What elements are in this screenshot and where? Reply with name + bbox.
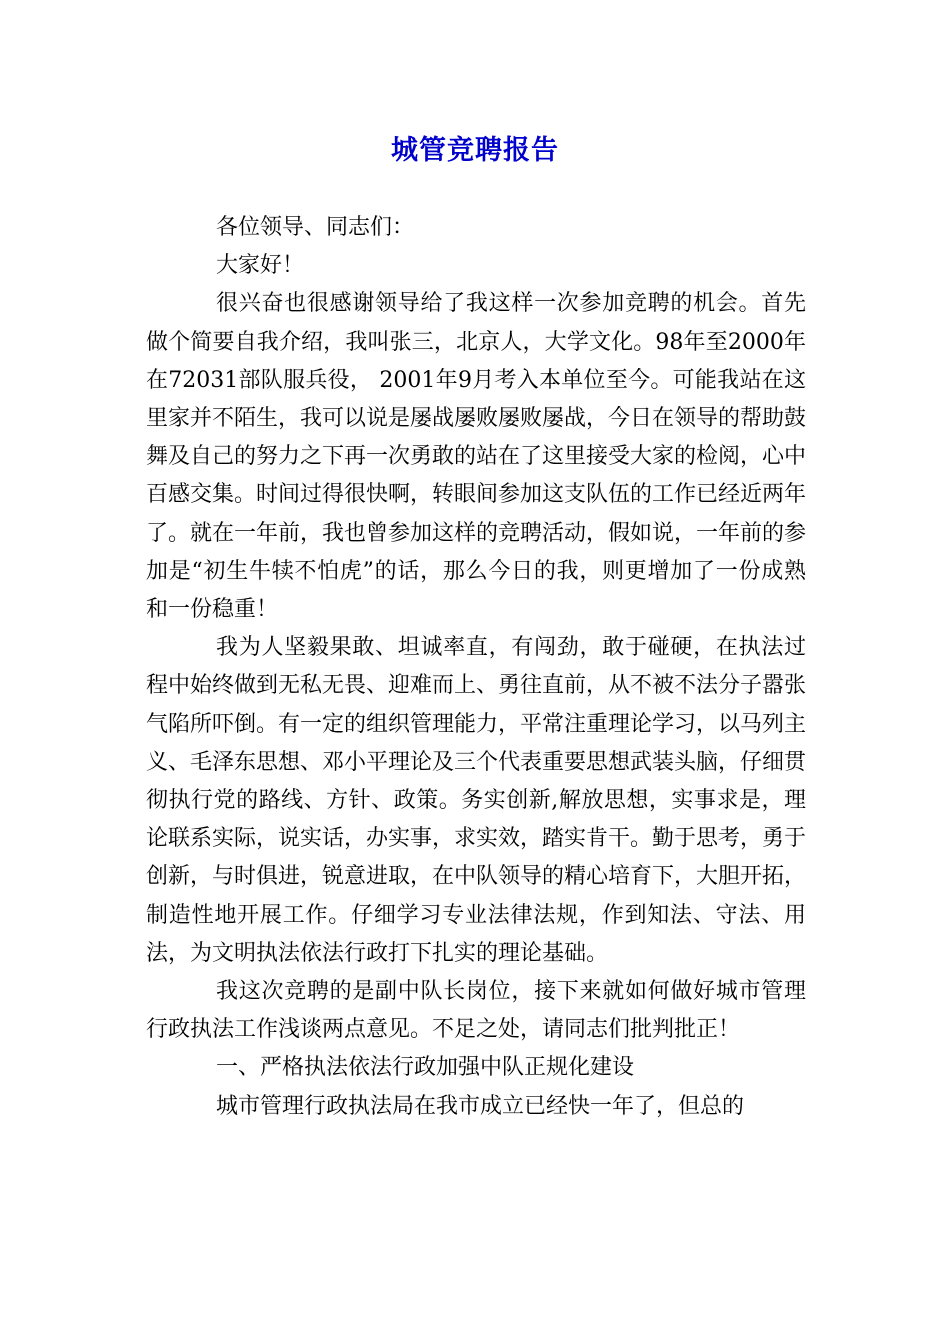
document-title: 城管竞聘报告 xyxy=(391,135,559,166)
salutation: 各位领导、同志们： xyxy=(216,215,415,240)
paragraph-introduction: 很兴奋也很感谢领导给了我这样一次参加竞聘的机会。首先做个简要自我介绍，我叫张三，北京人，大学文化。98年至2000年在72031部队服兵役， 2001年9月考入本单位至今。可能我站在这里家并不陌生，我可以说是屡战屡败屡败屡战，今日在领导的帮助鼓舞及自己的努力之下再一次勇敢的站在了这里接受大家的检阅，心中百感交集。时间过得很快啊，转眼间参加这支队伍的工作已经近两年了。就在一年前，我也曾参加这样的竞聘活动，假如说，一年前的参加是“初生牛犊不怕虎”的话，那么今日的我，则更增加了一份成熟和一份稳重！ xyxy=(146,291,807,623)
paragraph-position: 我这次竞聘的是副中队长岗位，接下来就如何做好城市管理行政执法工作浅谈两点意见。不足之处，请同志们批判批正！ xyxy=(146,979,806,1043)
document-body xyxy=(146,209,806,1126)
greeting: 大家好！ xyxy=(216,253,305,279)
paragraph-section-1-start: 城市管理行政执法局在我市成立已经快一年了，但总的 xyxy=(216,1093,745,1119)
paragraph-character: 我为人坚毅果敢、坦诚率直，有闯劲，敢于碰硬，在执法过程中始终做到无私无畏、迎难而上、勇往直前，从不被不法分子嚣张气陷所吓倒。有一定的组织管理能力，平常注重理论学习，以马列主义、毛泽东思想、邓小平理论及三个代表重要思想武装头脑，仔细贯彻执行党的路线、方针、政策。务实创新,解放思想，实事求是，理论联系实际，说实话，办实事，求实效，踏实肯干。勤于思考，勇于创新，与时俱进，锐意进取，在中队领导的精心培育下，大胆开拓，制造性地开展工作。仔细学习专业法律法规，作到知法、守法、用法，为文明执法依法行政打下扎实的理论基础。 xyxy=(146,635,807,966)
section-heading-1: 一、严格执法依法行政加强中队正规化建设 xyxy=(216,1055,635,1081)
